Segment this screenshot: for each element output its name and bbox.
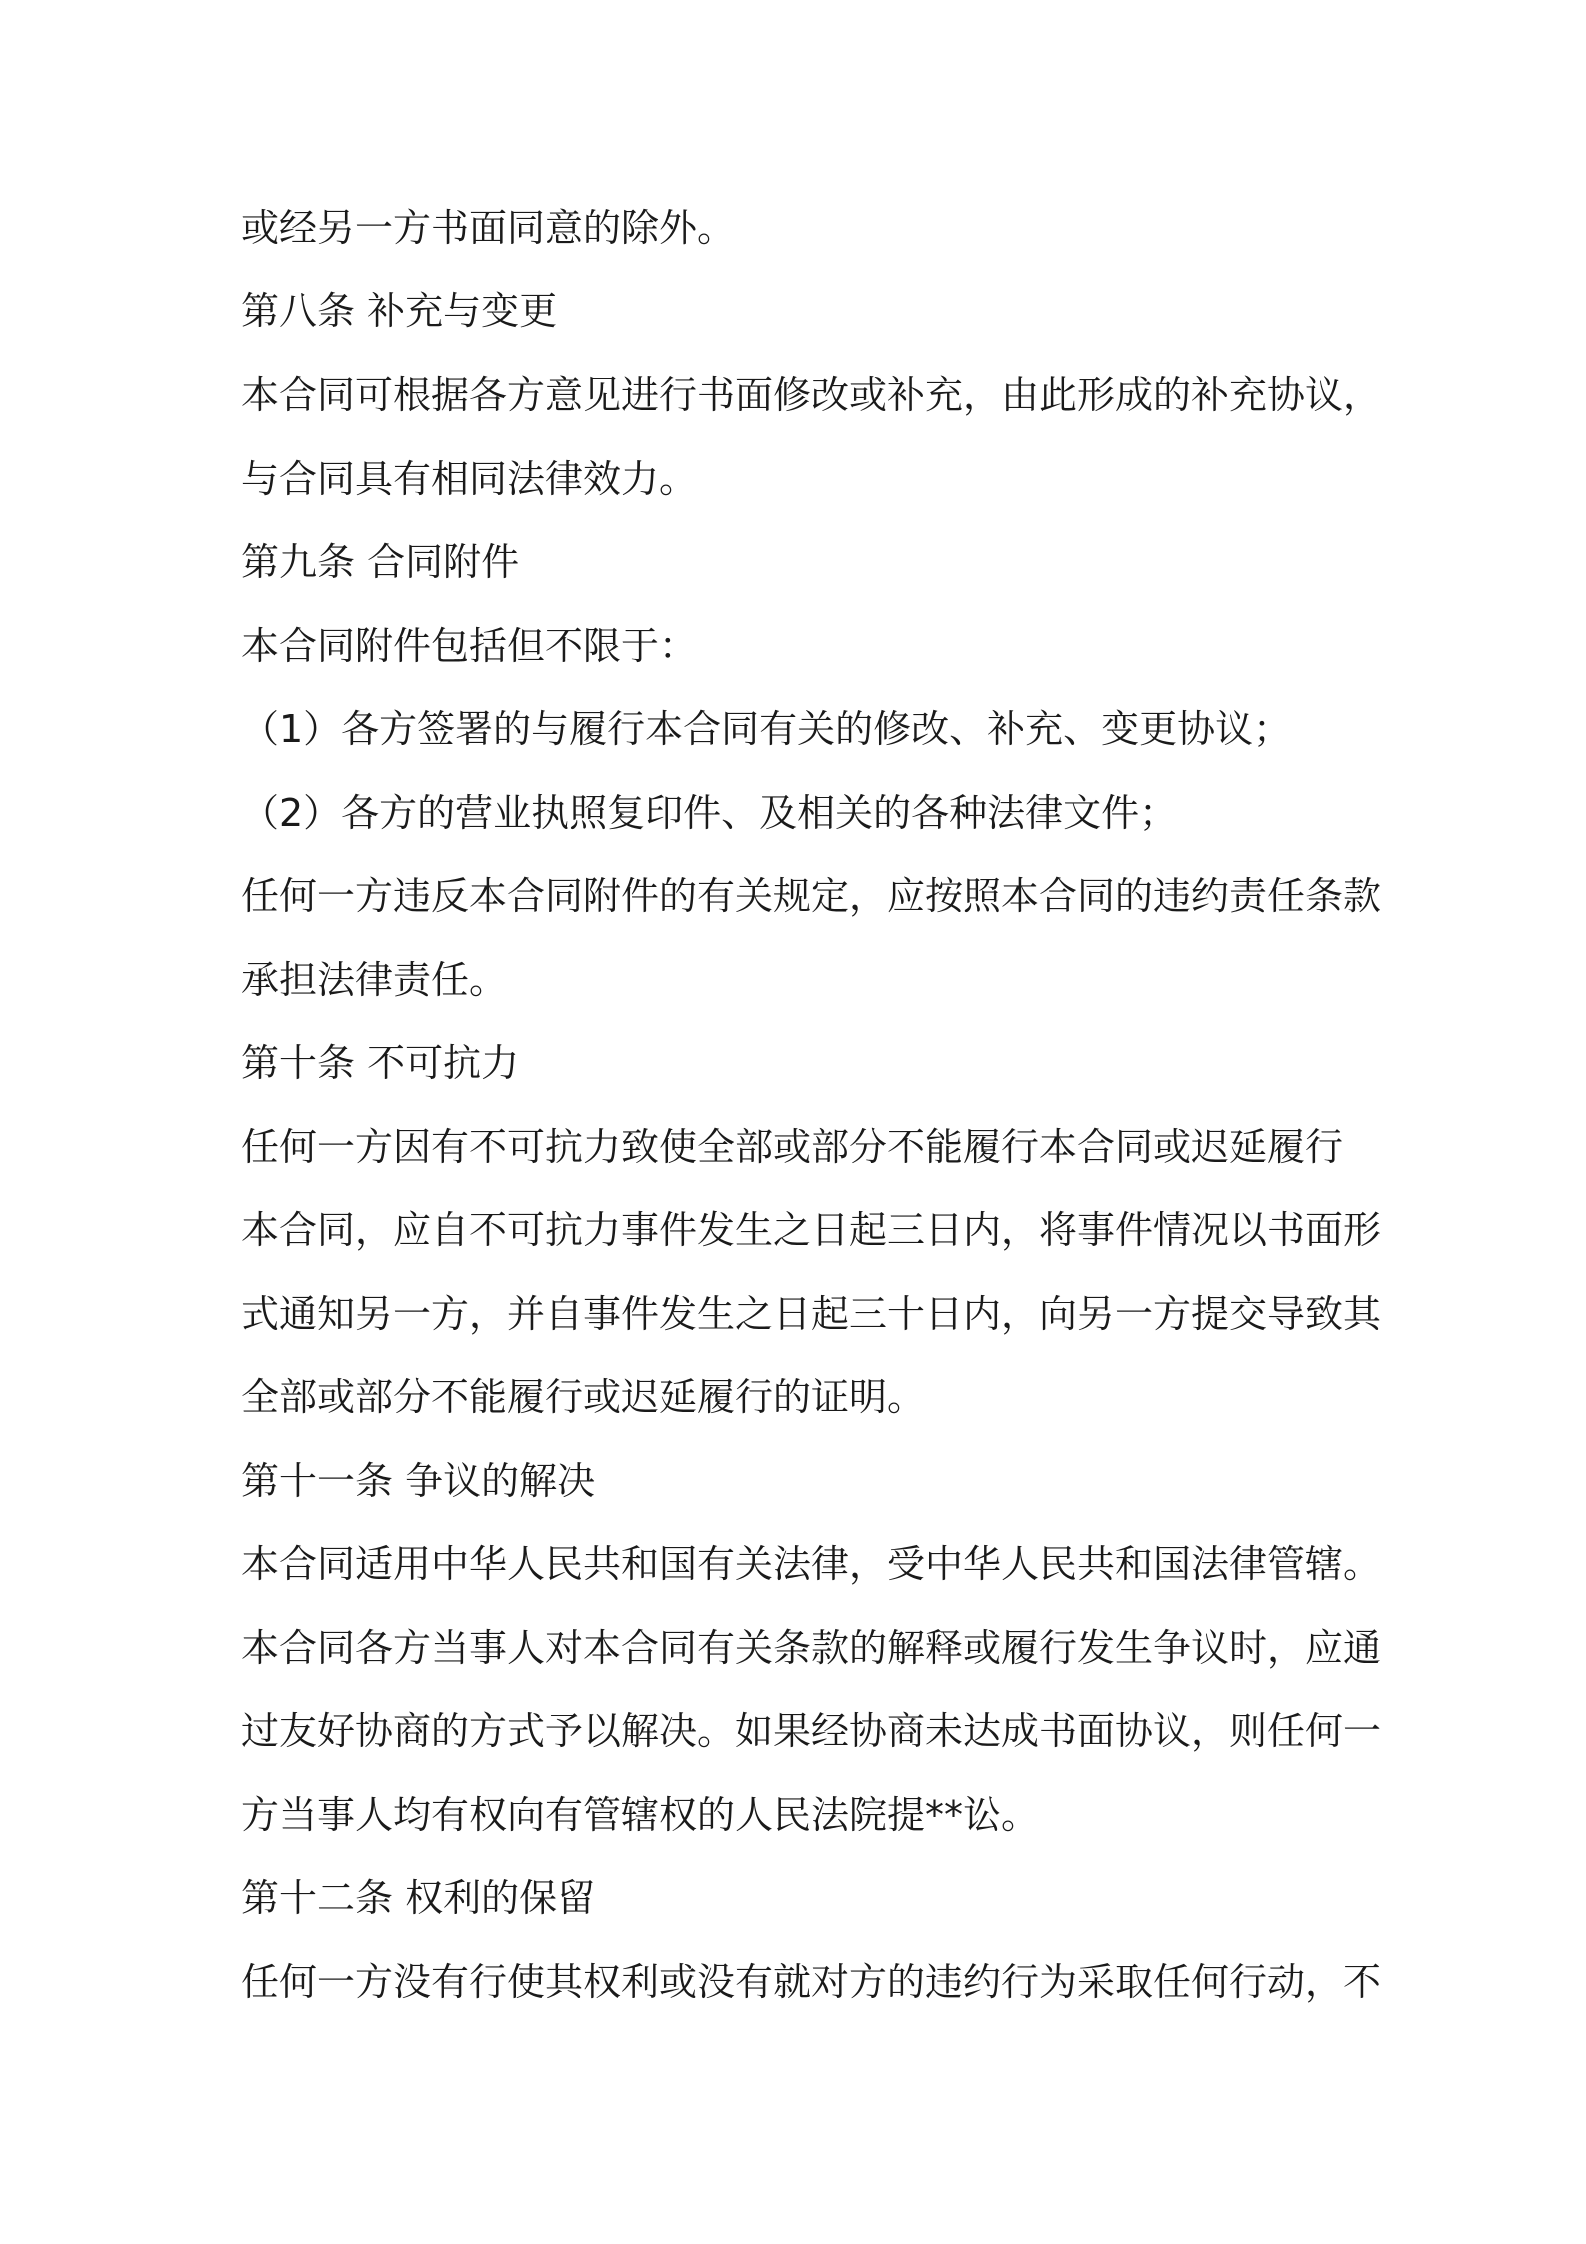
- list-item-2: （2）各方的营业执照复印件、及相关的各种法律文件；: [241, 791, 1178, 835]
- paragraph-line: 式通知另一方，并自事件发生之日起三十日内，向另一方提交导致其: [241, 1292, 1382, 1336]
- paragraph-line: 本合同附件包括但不限于：: [241, 624, 698, 668]
- paragraph-line: 承担法律责任。: [241, 958, 508, 1002]
- article-10-heading: 第十条 不可抗力: [241, 1041, 520, 1085]
- paragraph-line: 任何一方没有行使其权利或没有就对方的违约行为采取任何行动，不: [241, 1960, 1382, 2004]
- paragraph-line: 本合同适用中华人民共和国有关法律，受中华人民共和国法律管辖。: [241, 1542, 1382, 1586]
- paragraph-line: 与合同具有相同法律效力。: [241, 457, 698, 501]
- paragraph-line: 任何一方因有不可抗力致使全部或部分不能履行本合同或迟延履行: [241, 1125, 1344, 1169]
- paragraph-line: 或经另一方书面同意的除外。: [241, 206, 736, 250]
- paragraph-line: 方当事人均有权向有管辖权的人民法院提**讼。: [241, 1793, 1040, 1837]
- article-9-heading: 第九条 合同附件: [241, 540, 520, 584]
- paragraph-line: 本合同各方当事人对本合同有关条款的解释或履行发生争议时，应通: [241, 1626, 1382, 1670]
- paragraph-line: 过友好协商的方式予以解决。如果经协商未达成书面协议，则任何一: [241, 1709, 1382, 1753]
- paragraph-line: 任何一方违反本合同附件的有关规定，应按照本合同的违约责任条款: [241, 874, 1382, 918]
- article-8-heading: 第八条 补充与变更: [241, 289, 558, 333]
- paragraph-line: 全部或部分不能履行或迟延履行的证明。: [241, 1375, 926, 1419]
- paragraph-line: 本合同，应自不可抗力事件发生之日起三日内，将事件情况以书面形: [241, 1208, 1382, 1252]
- list-item-1: （1）各方签署的与履行本合同有关的修改、补充、变更协议；: [241, 707, 1292, 751]
- article-12-heading: 第十二条 权利的保留: [241, 1876, 596, 1920]
- article-11-heading: 第十一条 争议的解决: [241, 1459, 596, 1503]
- paragraph-line: 本合同可根据各方意见进行书面修改或补充，由此形成的补充协议，: [241, 373, 1382, 417]
